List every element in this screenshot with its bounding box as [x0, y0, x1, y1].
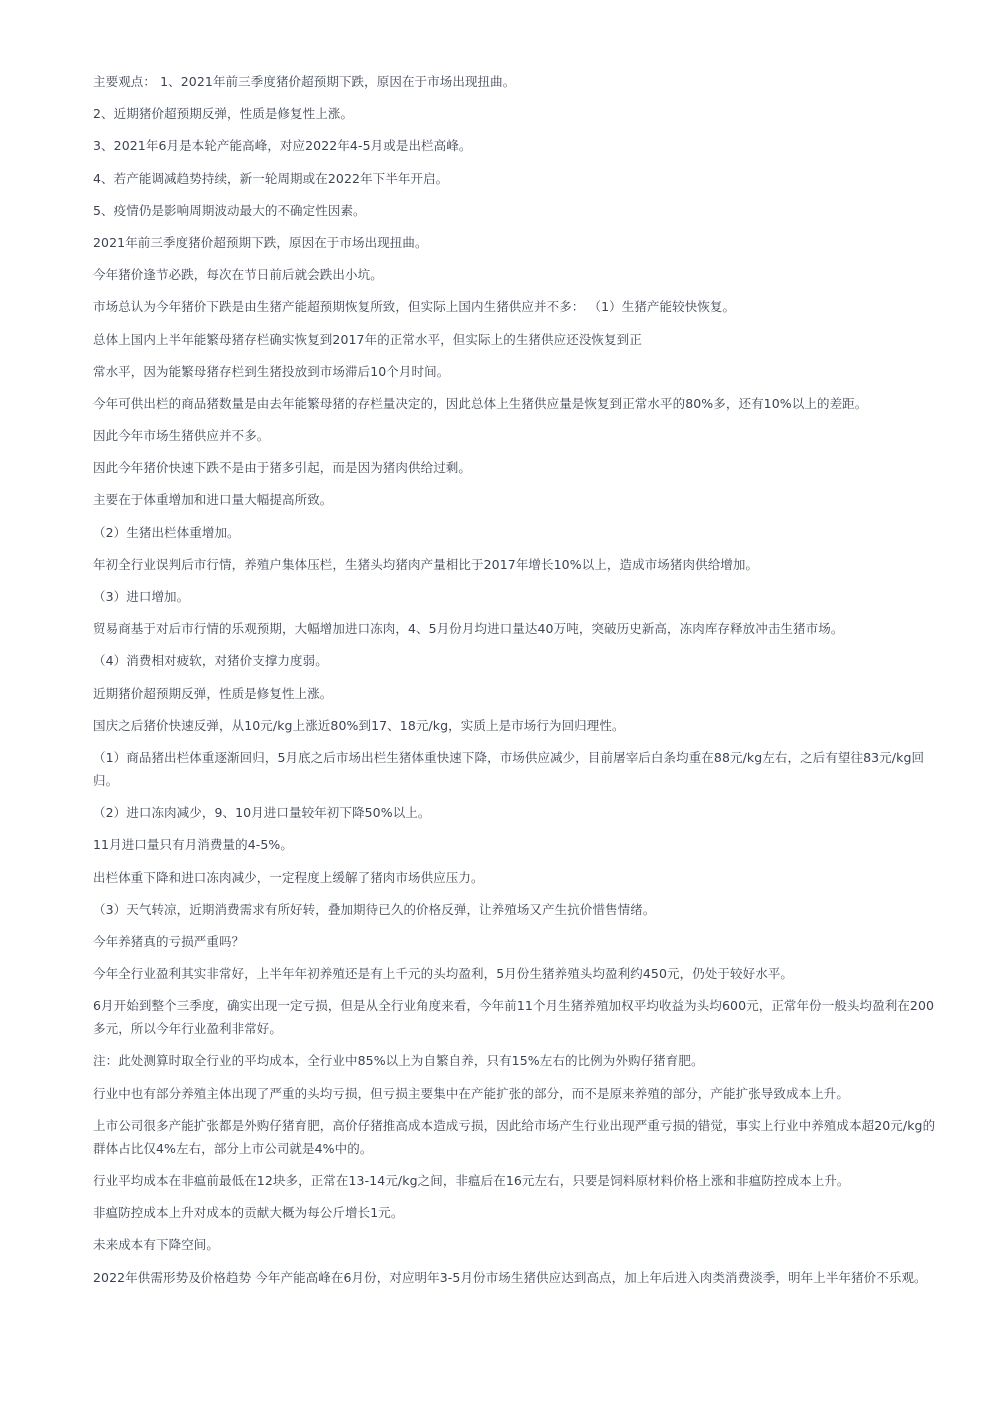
paragraph: 出栏体重下降和进口冻肉减少，一定程度上缓解了猪肉市场供应压力。 — [93, 869, 484, 885]
paragraph: 上市公司很多产能扩张都是外购仔猪育肥，高价仔猪推高成本造成亏损，因此给市场产生行业出现严重亏损的错觉，事实上行业中养殖成本超20元/kg的群体占比仅4%左右，部分上市公司就是4%中的。 — [93, 1117, 936, 1156]
paragraph: 常水平，因为能繁母猪存栏到生猪投放到市场滞后10个月时间。 — [93, 363, 450, 379]
paragraph: （1）商品猪出栏体重逐渐回归，5月底之后市场出栏生猪体重快速下降，市场供应减少，目前屠宰后白条均重在88元/kg左右，之后有望往83元/kg回归。 — [93, 749, 925, 788]
paragraph: （2）生猪出栏体重增加。 — [93, 524, 240, 540]
paragraph: 今年可供出栏的商品猪数量是由去年能繁母猪的存栏量决定的，因此总体上生猪供应量是恢复到正常水平的80%多，还有10%以上的差距。 — [93, 395, 868, 411]
paragraph: 今年猪价逢节必跌，每次在节日前后就会跌出小坑。 — [93, 267, 383, 283]
paragraph: 国庆之后猪价快速反弹，从10元/kg上涨近80%到17、18元/kg，实质上是市场行为回归理性。 — [93, 717, 625, 733]
paragraph-note: 注：此处测算时取全行业的平均成本，全行业中85%以上为自繁自养，只有15%左右的比例为外购仔猪育肥。 — [93, 1053, 704, 1069]
paragraph: 4、若产能调减趋势持续，新一轮周期或在2022年下半年开启。 — [93, 170, 449, 186]
paragraph: 今年养猪真的亏损严重吗？ — [93, 933, 245, 949]
paragraph: 因此今年市场生猪供应并不多。 — [93, 428, 270, 444]
paragraph: 市场总认为今年猪价下跌是由生猪产能超预期恢复所致，但实际上国内生猪供应并不多： （1）生猪产能较快恢复。 — [93, 299, 736, 315]
paragraph: 行业平均成本在非瘟前最低在12块多，正常在13-14元/kg之间，非瘟后在16元左右，只要是饲料原材料价格上涨和非瘟防控成本上升。 — [93, 1173, 850, 1188]
paragraph: （2）进口冻肉减少，9、10月进口量较年初下降50%以上。 — [93, 805, 431, 821]
paragraph: 3、2021年6月是本轮产能高峰，对应2022年4-5月或是出栏高峰。 — [93, 138, 472, 154]
paragraph: 5、疫情仍是影响周期波动最大的不确定性因素。 — [93, 202, 366, 218]
paragraph: 2、近期猪价超预期反弹，性质是修复性上涨。 — [93, 106, 354, 122]
paragraph: 年初全行业误判后市行情，养殖户集体压栏，生猪头均猪肉产量相比于2017年增长10%以上，造成市场猪肉供给增加。 — [93, 556, 759, 572]
document-body — [93, 70, 943, 1298]
paragraph: 主要在于体重增加和进口量大幅提高所致。 — [93, 492, 333, 508]
paragraph: 总体上国内上半年能繁母猪存栏确实恢复到2017年的正常水平，但实际上的生猪供应还没恢复到正 — [93, 331, 642, 347]
paragraph: 行业中也有部分养殖主体出现了严重的头均亏损，但亏损主要集中在产能扩张的部分，而不是原来养殖的部分，产能扩张导致成本上升。 — [93, 1085, 850, 1101]
paragraph: 2022年供需形势及价格趋势 今年产能高峰在6月份，对应明年3-5月份市场生猪供应达到高点，加上年后进入肉类消费淡季，明年上半年猪价不乐观。 — [93, 1269, 927, 1285]
paragraph: 今年全行业盈利其实非常好，上半年年初养殖还是有上千元的头均盈利，5月份生猪养殖头均盈利约450元，仍处于较好水平。 — [93, 966, 794, 982]
paragraph: 因此今年猪价快速下跌不是由于猪多引起，而是因为猪肉供给过剩。 — [93, 460, 472, 476]
paragraph-key-points: 主要观点： 1、2021年前三季度猪价超预期下跌，原因在于市场出现扭曲。 — [93, 74, 516, 89]
paragraph: 未来成本有下降空间。 — [93, 1237, 220, 1253]
paragraph: 非瘟防控成本上升对成本的贡献大概为每公斤增长1元。 — [93, 1205, 404, 1221]
paragraph: 11月进口量只有月消费量的4-5%。 — [93, 837, 293, 853]
paragraph: （3）天气转凉，近期消费需求有所好转，叠加期待已久的价格反弹，让养殖场又产生抗价惜售情绪。 — [93, 901, 656, 917]
paragraph: （3）进口增加。 — [93, 589, 190, 604]
paragraph: 近期猪价超预期反弹，性质是修复性上涨。 — [93, 685, 333, 701]
paragraph: 2021年前三季度猪价超预期下跌，原因在于市场出现扭曲。 — [93, 234, 428, 250]
paragraph: （4）消费相对疲软，对猪价支撑力度弱。 — [93, 653, 328, 669]
paragraph: 6月开始到整个三季度，确实出现一定亏损，但是从全行业角度来看，今年前11个月生猪养殖加权平均收益为头均600元，正常年份一般头均盈利在200多元，所以今年行业盈利非常好。 — [93, 998, 935, 1037]
paragraph: 贸易商基于对后市行情的乐观预期，大幅增加进口冻肉，4、5月份月均进口量达40万吨，突破历史新高，冻肉库存释放冲击生猪市场。 — [93, 621, 844, 637]
